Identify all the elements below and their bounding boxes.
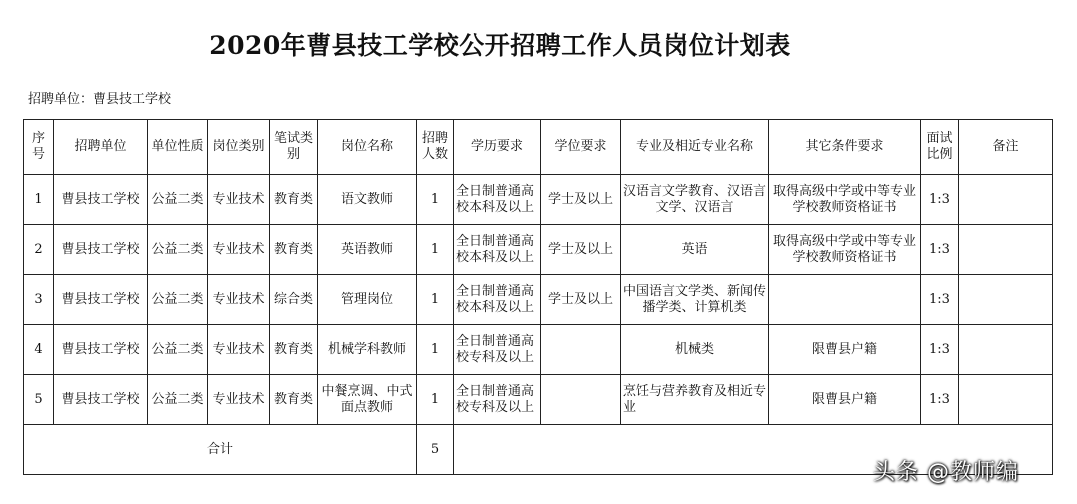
cell-no: 2 [24,225,54,275]
cell-exam: 教育类 [270,375,318,425]
watermark: 头条 @教师编 [873,460,1019,485]
cell-degree [541,325,621,375]
cell-degree: 学士及以上 [541,225,621,275]
cell-major: 英语 [621,225,769,275]
header-cell: 序号 [24,120,54,175]
cell-education: 全日制普通高校专科及以上 [454,375,541,425]
cell-nature: 公益二类 [148,225,208,275]
cell-education: 全日制普通高校本科及以上 [454,275,541,325]
cell-unit: 曹县技工学校 [54,325,148,375]
cell-no: 1 [24,175,54,225]
total-label: 合计 [24,425,417,475]
cell-post: 语文教师 [318,175,417,225]
total-count: 5 [417,425,454,475]
cell-major: 汉语言文学教育、汉语言文学、汉语言 [621,175,769,225]
header-cell: 招聘人数 [417,120,454,175]
header-cell: 单位性质 [148,120,208,175]
header-cell: 学位要求 [541,120,621,175]
cell-major: 烹饪与营养教育及相近专业 [621,375,769,425]
cell-post: 管理岗位 [318,275,417,325]
header-cell: 岗位名称 [318,120,417,175]
cell-exam: 教育类 [270,175,318,225]
cell-exam: 综合类 [270,275,318,325]
cell-ratio: 1:3 [921,275,959,325]
cell-degree: 学士及以上 [541,175,621,225]
header-cell: 学历要求 [454,120,541,175]
table-row [24,175,1053,225]
header-cell: 岗位类别 [208,120,270,175]
cell-other: 限曹县户籍 [769,375,921,425]
cell-unit: 曹县技工学校 [54,175,148,225]
cell-other: 取得高级中学或中等专业学校教师资格证书 [769,175,921,225]
cell-ratio: 1:3 [921,375,959,425]
cell-category: 专业技术 [208,375,270,425]
header-cell: 备注 [959,120,1053,175]
recruiting-unit-label: 招聘单位：曹县技工学校 [28,92,172,107]
cell-no: 4 [24,325,54,375]
cell-post: 中餐烹调、中式面点教师 [318,375,417,425]
cell-major: 中国语言文学类、新闻传播学类、计算机类 [621,275,769,325]
header-cell: 招聘单位 [54,120,148,175]
cell-ratio: 1:3 [921,225,959,275]
cell-major: 机械类 [621,325,769,375]
cell-category: 专业技术 [208,225,270,275]
cell-nature: 公益二类 [148,375,208,425]
cell-ratio: 1:3 [921,175,959,225]
cell-nature: 公益二类 [148,175,208,225]
header-row [24,120,1053,175]
cell-note [959,275,1053,325]
page-title: 2020年曹县技工学校公开招聘工作人员岗位计划表 [209,31,791,60]
cell-category: 专业技术 [208,175,270,225]
cell-unit: 曹县技工学校 [54,225,148,275]
cell-count: 1 [417,225,454,275]
cell-education: 全日制普通高校专科及以上 [454,325,541,375]
table-row [24,375,1053,425]
header-cell: 其它条件要求 [769,120,921,175]
cell-count: 1 [417,325,454,375]
cell-exam: 教育类 [270,325,318,375]
cell-education: 全日制普通高校本科及以上 [454,225,541,275]
cell-count: 1 [417,375,454,425]
header-cell: 笔试类别 [270,120,318,175]
cell-note [959,225,1053,275]
cell-note [959,325,1053,375]
header-cell: 专业及相近专业名称 [621,120,769,175]
cell-ratio: 1:3 [921,325,959,375]
header-cell: 面试比例 [921,120,959,175]
table-row [24,225,1053,275]
recruitment-plan-table [23,119,1053,475]
cell-no: 5 [24,375,54,425]
cell-no: 3 [24,275,54,325]
table-row [24,325,1053,375]
cell-note [959,175,1053,225]
cell-degree [541,375,621,425]
cell-post: 英语教师 [318,225,417,275]
cell-exam: 教育类 [270,225,318,275]
cell-note [959,375,1053,425]
cell-other: 限曹县户籍 [769,325,921,375]
table-row [24,275,1053,325]
cell-category: 专业技术 [208,325,270,375]
cell-post: 机械学科教师 [318,325,417,375]
cell-degree: 学士及以上 [541,275,621,325]
cell-other [769,275,921,325]
cell-other: 取得高级中学或中等专业学校教师资格证书 [769,225,921,275]
cell-count: 1 [417,175,454,225]
cell-education: 全日制普通高校本科及以上 [454,175,541,225]
cell-unit: 曹县技工学校 [54,275,148,325]
cell-nature: 公益二类 [148,325,208,375]
cell-nature: 公益二类 [148,275,208,325]
cell-count: 1 [417,275,454,325]
cell-category: 专业技术 [208,275,270,325]
cell-unit: 曹县技工学校 [54,375,148,425]
